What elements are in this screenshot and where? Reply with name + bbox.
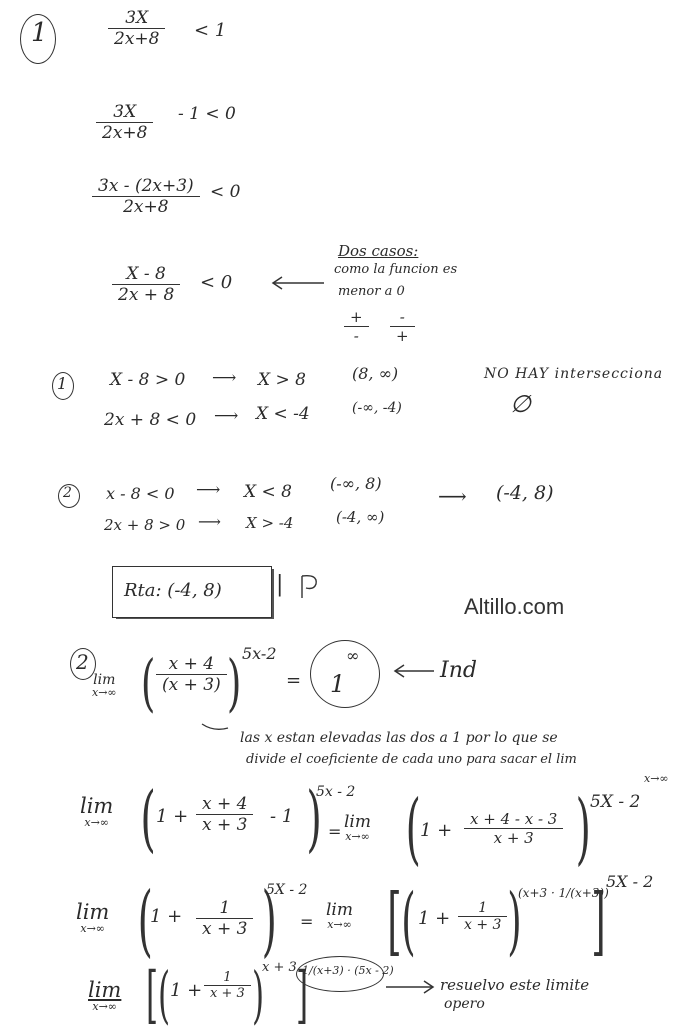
inequality-step-4 bbox=[112, 264, 180, 305]
case-result: X > -4 bbox=[246, 514, 294, 532]
inequality-relation: - 1 < 0 bbox=[178, 104, 236, 124]
case-interval: (-∞, -4) bbox=[352, 400, 402, 416]
case-interval: (-4, ∞) bbox=[336, 508, 385, 526]
close-bracket: ] bbox=[296, 958, 309, 1031]
arrow-left-icon bbox=[392, 664, 436, 678]
limit-operator: lim x→∞ bbox=[88, 978, 122, 1013]
fraction-numerator: 3X bbox=[125, 8, 149, 28]
close-paren: ) bbox=[261, 876, 277, 966]
fraction-numerator: X - 8 bbox=[126, 264, 166, 284]
watermark: Altillo.com bbox=[464, 594, 565, 619]
arrow-right-icon bbox=[384, 980, 436, 994]
sign-combination: + - bbox=[344, 308, 369, 345]
arrow-right-icon: ⟶ bbox=[212, 368, 237, 388]
note-line: como la funcion es bbox=[334, 262, 458, 277]
case-result: X > 8 bbox=[258, 370, 306, 390]
fraction-numerator: 3x - (2x+3) bbox=[98, 176, 194, 196]
limit-operator: lim x→∞ bbox=[344, 812, 371, 843]
explanation-line: las x estan elevadas las dos a 1 por lo que se bbox=[240, 730, 558, 746]
circled-exponent: 1/(x+3) · (5x - 2) bbox=[302, 964, 394, 977]
exercise-number: 1 bbox=[31, 18, 48, 48]
term-one-plus: 1 + bbox=[170, 980, 203, 1001]
close-paren: ) bbox=[507, 878, 522, 964]
answer-mark: | bbox=[276, 572, 284, 597]
explanation-subscript: x→∞ bbox=[644, 772, 669, 785]
close-paren: ) bbox=[575, 784, 591, 874]
fraction-denominator: 2x+8 bbox=[102, 123, 148, 144]
indeterminate-base: 1 bbox=[330, 670, 346, 698]
open-paren: ( bbox=[405, 784, 421, 874]
open-paren: ( bbox=[140, 776, 156, 860]
note-title: Dos casos: bbox=[338, 242, 419, 260]
indeterminate-label: Ind bbox=[440, 658, 477, 683]
open-paren: ( bbox=[158, 958, 171, 1031]
case-interval: (-∞, 8) bbox=[330, 474, 382, 493]
term-fraction: x + 4 - x - 3 x + 3 bbox=[464, 810, 563, 847]
equals-sign: = bbox=[286, 670, 302, 691]
arrow-left-icon bbox=[270, 276, 326, 290]
open-paren: ( bbox=[401, 878, 416, 964]
case-expression: 2x + 8 > 0 bbox=[104, 516, 186, 534]
close-paren: ) bbox=[252, 958, 265, 1031]
fraction-numerator: 3X bbox=[113, 102, 137, 122]
open-bracket: [ bbox=[146, 958, 159, 1031]
sign-combination: - + bbox=[390, 308, 415, 345]
equals-sign: = bbox=[300, 912, 314, 931]
outer-exponent: 5X - 2 bbox=[606, 872, 654, 891]
term-fraction: 1 x + 3 bbox=[204, 970, 251, 1001]
fraction-denominator: 2x+8 bbox=[123, 197, 169, 218]
exponent: 5X - 2 bbox=[590, 792, 641, 812]
limit-operator: lim x→∞ bbox=[76, 900, 110, 935]
case-result: X < 8 bbox=[244, 482, 292, 502]
case-remark: NO HAY intersecciona bbox=[484, 366, 664, 382]
limit-operator: lim x→∞ bbox=[92, 672, 117, 699]
term-fraction: x + 4 x + 3 bbox=[196, 794, 253, 835]
close-bracket: ] bbox=[591, 878, 606, 964]
exponent: 5x-2 bbox=[242, 644, 277, 663]
term-one-plus: 1 + bbox=[150, 906, 183, 927]
inequality-relation: < 1 bbox=[194, 20, 227, 41]
open-paren: ( bbox=[140, 646, 156, 719]
exponent: 5x - 2 bbox=[316, 784, 356, 800]
exponent: x + 3 bbox=[262, 960, 297, 975]
fraction-denominator: 2x + 8 bbox=[118, 285, 175, 306]
limit-operator: lim x→∞ bbox=[326, 900, 353, 931]
term-fraction: 1 x + 3 bbox=[458, 900, 507, 933]
empty-set-symbol: ∅ bbox=[510, 390, 531, 418]
exponent: 5X - 2 bbox=[266, 882, 308, 898]
inequality-relation: < 0 bbox=[200, 272, 233, 293]
term-fraction: 1 x + 3 bbox=[196, 898, 253, 939]
case-expression: 2x + 8 < 0 bbox=[104, 410, 197, 430]
explanation-line: divide el coeficiente de cada uno para sacar el lim bbox=[246, 752, 577, 767]
arrow-right-icon: ⟶ bbox=[438, 484, 467, 508]
term-minus-one: - 1 bbox=[270, 806, 294, 827]
case-label: 2 bbox=[63, 485, 72, 501]
case-final-interval: (-4, 8) bbox=[496, 482, 554, 504]
term-one-plus: 1 + bbox=[156, 806, 189, 827]
limit-base-fraction: x + 4 (x + 3) bbox=[156, 654, 227, 695]
checkmark-doodle-icon bbox=[298, 572, 322, 602]
exercise-number: 2 bbox=[76, 650, 89, 674]
indeterminate-exponent: ∞ bbox=[346, 646, 360, 665]
case-expression: X - 8 > 0 bbox=[110, 370, 186, 390]
inner-exponent: (x+3 · 1/(x+3)) bbox=[518, 886, 609, 900]
term-one-plus: 1 + bbox=[418, 908, 451, 929]
solve-note: resuelvo este limite bbox=[440, 976, 590, 994]
arrow-pointer-icon bbox=[200, 722, 230, 736]
close-paren: ) bbox=[306, 776, 322, 860]
fraction-denominator: 2x+8 bbox=[114, 29, 160, 50]
solve-note: opero bbox=[444, 996, 485, 1012]
case-result: X < -4 bbox=[256, 404, 310, 424]
term-one-plus: 1 + bbox=[420, 820, 453, 841]
inequality-step-3 bbox=[92, 176, 200, 217]
inequality-relation: < 0 bbox=[210, 182, 241, 202]
case-label: 1 bbox=[57, 374, 68, 393]
inequality-step-1 bbox=[108, 8, 165, 49]
note-line: menor a 0 bbox=[338, 284, 405, 299]
inequality-step-2 bbox=[96, 102, 153, 143]
answer-text: Rta: (-4, 8) bbox=[124, 580, 222, 601]
limit-operator: lim x→∞ bbox=[80, 794, 114, 829]
case-interval: (8, ∞) bbox=[352, 364, 399, 383]
arrow-right-icon: ⟶ bbox=[214, 406, 239, 426]
open-bracket: [ bbox=[387, 878, 402, 964]
equals-sign: = bbox=[328, 822, 342, 841]
open-paren: ( bbox=[137, 876, 153, 966]
case-expression: x - 8 < 0 bbox=[106, 484, 175, 503]
arrow-right-icon: ⟶ bbox=[196, 480, 221, 500]
close-paren: ) bbox=[226, 646, 242, 719]
arrow-right-icon: ⟶ bbox=[198, 512, 221, 531]
